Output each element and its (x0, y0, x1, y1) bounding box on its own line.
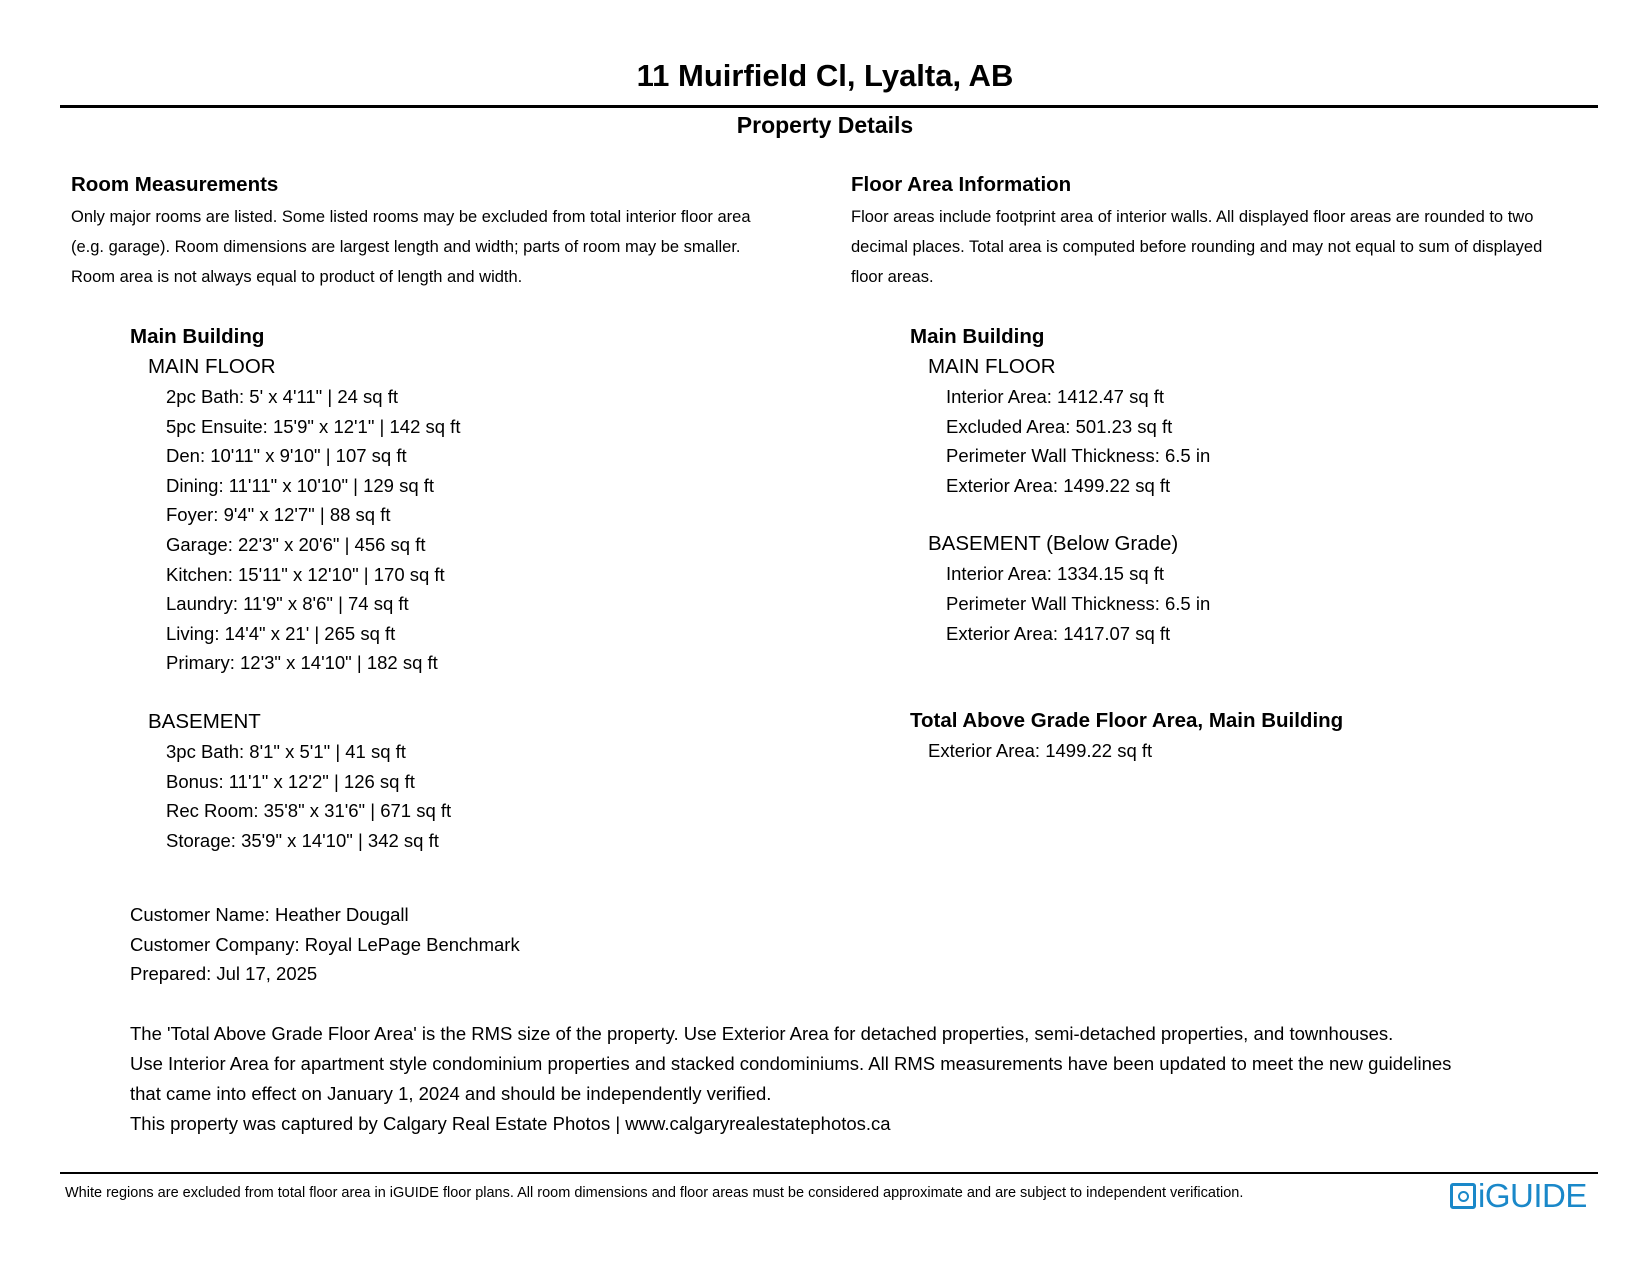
area-item: Exterior Area: 1499.22 sq ft (946, 474, 1171, 496)
room-item: Laundry: 11'9" x 8'6" | 74 sq ft (166, 593, 409, 615)
description-line: Floor areas include footprint area of interior walls. All displayed floor areas are rounded to two (851, 208, 1534, 226)
room-item: 3pc Bath: 8'1" x 5'1" | 41 sq ft (166, 740, 406, 762)
floor-area-heading: Floor Area Information (851, 173, 1072, 196)
main-floor-area-list (946, 382, 1611, 500)
area-item: Interior Area: 1412.47 sq ft (946, 386, 1165, 407)
room-item: Foyer: 9'4" x 12'7" | 88 sq ft (166, 504, 391, 526)
footer-divider (60, 1172, 1598, 1174)
description-line: floor areas. (851, 268, 934, 286)
description-line: decimal places. Total area is computed before rounding and may not equal to sum of displayed (851, 238, 1543, 256)
room-item: 5pc Ensuite: 15'9" x 12'1" | 142 sq ft (166, 415, 461, 437)
room-item: Bonus: 11'1" x 12'2" | 126 sq ft (166, 770, 415, 792)
floor-area-section (851, 170, 1611, 766)
customer-company: Customer Company: Royal LePage Benchmark (130, 933, 520, 955)
floor-label-basement: BASEMENT (Below Grade) (928, 532, 1179, 556)
page-title: 11 Muirfield Cl, Lyalta, AB (636, 58, 1014, 93)
room-item: Rec Room: 35'8" x 31'6" | 671 sq ft (166, 800, 452, 822)
basement-area-list (946, 559, 1611, 648)
room-item: Den: 10'11" x 9'10" | 107 sq ft (166, 445, 407, 467)
description-line: (e.g. garage). Room dimensions are largest length and width; parts of room may be smaller. (71, 238, 741, 256)
room-measurements-section (71, 170, 831, 855)
note-line: The 'Total Above Grade Floor Area' is the RMS size of the property. Use Exterior Area for detached properties, semi-detached properties, and townhouses. (130, 1023, 1394, 1044)
prepared-date: Prepared: Jul 17, 2025 (130, 963, 318, 985)
area-item: Exterior Area: 1417.07 sq ft (946, 622, 1171, 644)
camera-icon (1450, 1183, 1476, 1209)
area-item: Perimeter Wall Thickness: 6.5 in (946, 445, 1211, 467)
area-item: Interior Area: 1334.15 sq ft (946, 563, 1165, 585)
page-subtitle: Property Details (736, 112, 914, 138)
total-floor-area-heading: Total Above Grade Floor Area, Main Building (910, 709, 1344, 733)
basement-room-list (166, 737, 831, 855)
logo-wordmark: iGUIDE (1478, 1177, 1587, 1214)
room-measurements-heading: Room Measurements (71, 173, 279, 196)
customer-name: Customer Name: Heather Dougall (130, 904, 409, 925)
iguide-logo (1450, 1176, 1587, 1216)
area-item: Perimeter Wall Thickness: 6.5 in (946, 592, 1211, 614)
room-item: 2pc Bath: 5' x 4'11" | 24 sq ft (166, 386, 399, 407)
building-heading: Main Building (130, 325, 265, 348)
rms-notes (130, 1019, 1590, 1139)
footer-disclaimer: White regions are excluded from total floor area in iGUIDE floor plans. All room dimensions and floor areas must be considered approximate and are subject to independent verification. (65, 1185, 1244, 1201)
room-item: Dining: 11'11" x 10'10" | 129 sq ft (166, 474, 435, 496)
building-heading: Main Building (910, 325, 1045, 348)
room-measurements-description (71, 202, 831, 292)
note-line: Use Interior Area for apartment style condominium properties and stacked condominiums. All RMS measurements have been updated to meet the new guidelines (130, 1053, 1452, 1074)
floor-label-main: MAIN FLOOR (148, 355, 276, 378)
floor-area-description (851, 202, 1611, 292)
note-line: This property was captured by Calgary Real Estate Photos | www.calgaryrealestatephotos.ca (130, 1113, 891, 1134)
total-floor-area-value: Exterior Area: 1499.22 sq ft (928, 740, 1153, 762)
area-item: Excluded Area: 501.23 sq ft (946, 415, 1173, 437)
description-line: Room area is not always equal to product of length and width. (71, 268, 523, 286)
floor-label-main: MAIN FLOOR (928, 355, 1056, 378)
room-item: Living: 14'4" x 21' | 265 sq ft (166, 622, 396, 644)
customer-info (130, 900, 520, 989)
room-item: Kitchen: 15'11" x 12'10" | 170 sq ft (166, 563, 445, 585)
header-divider (60, 105, 1598, 108)
room-item: Storage: 35'9" x 14'10" | 342 sq ft (166, 829, 439, 851)
spacer (851, 648, 1611, 706)
room-item: Primary: 12'3" x 14'10" | 182 sq ft (166, 652, 438, 674)
room-item: Garage: 22'3" x 20'6" | 456 sq ft (166, 533, 426, 555)
spacer (71, 678, 831, 707)
floor-label-basement: BASEMENT (148, 709, 261, 733)
spacer (851, 500, 1611, 529)
main-floor-room-list (166, 382, 831, 678)
description-line: Only major rooms are listed. Some listed rooms may be excluded from total interior floor area (71, 208, 751, 226)
note-line: that came into effect on January 1, 2024 and should be independently verified. (130, 1083, 772, 1104)
